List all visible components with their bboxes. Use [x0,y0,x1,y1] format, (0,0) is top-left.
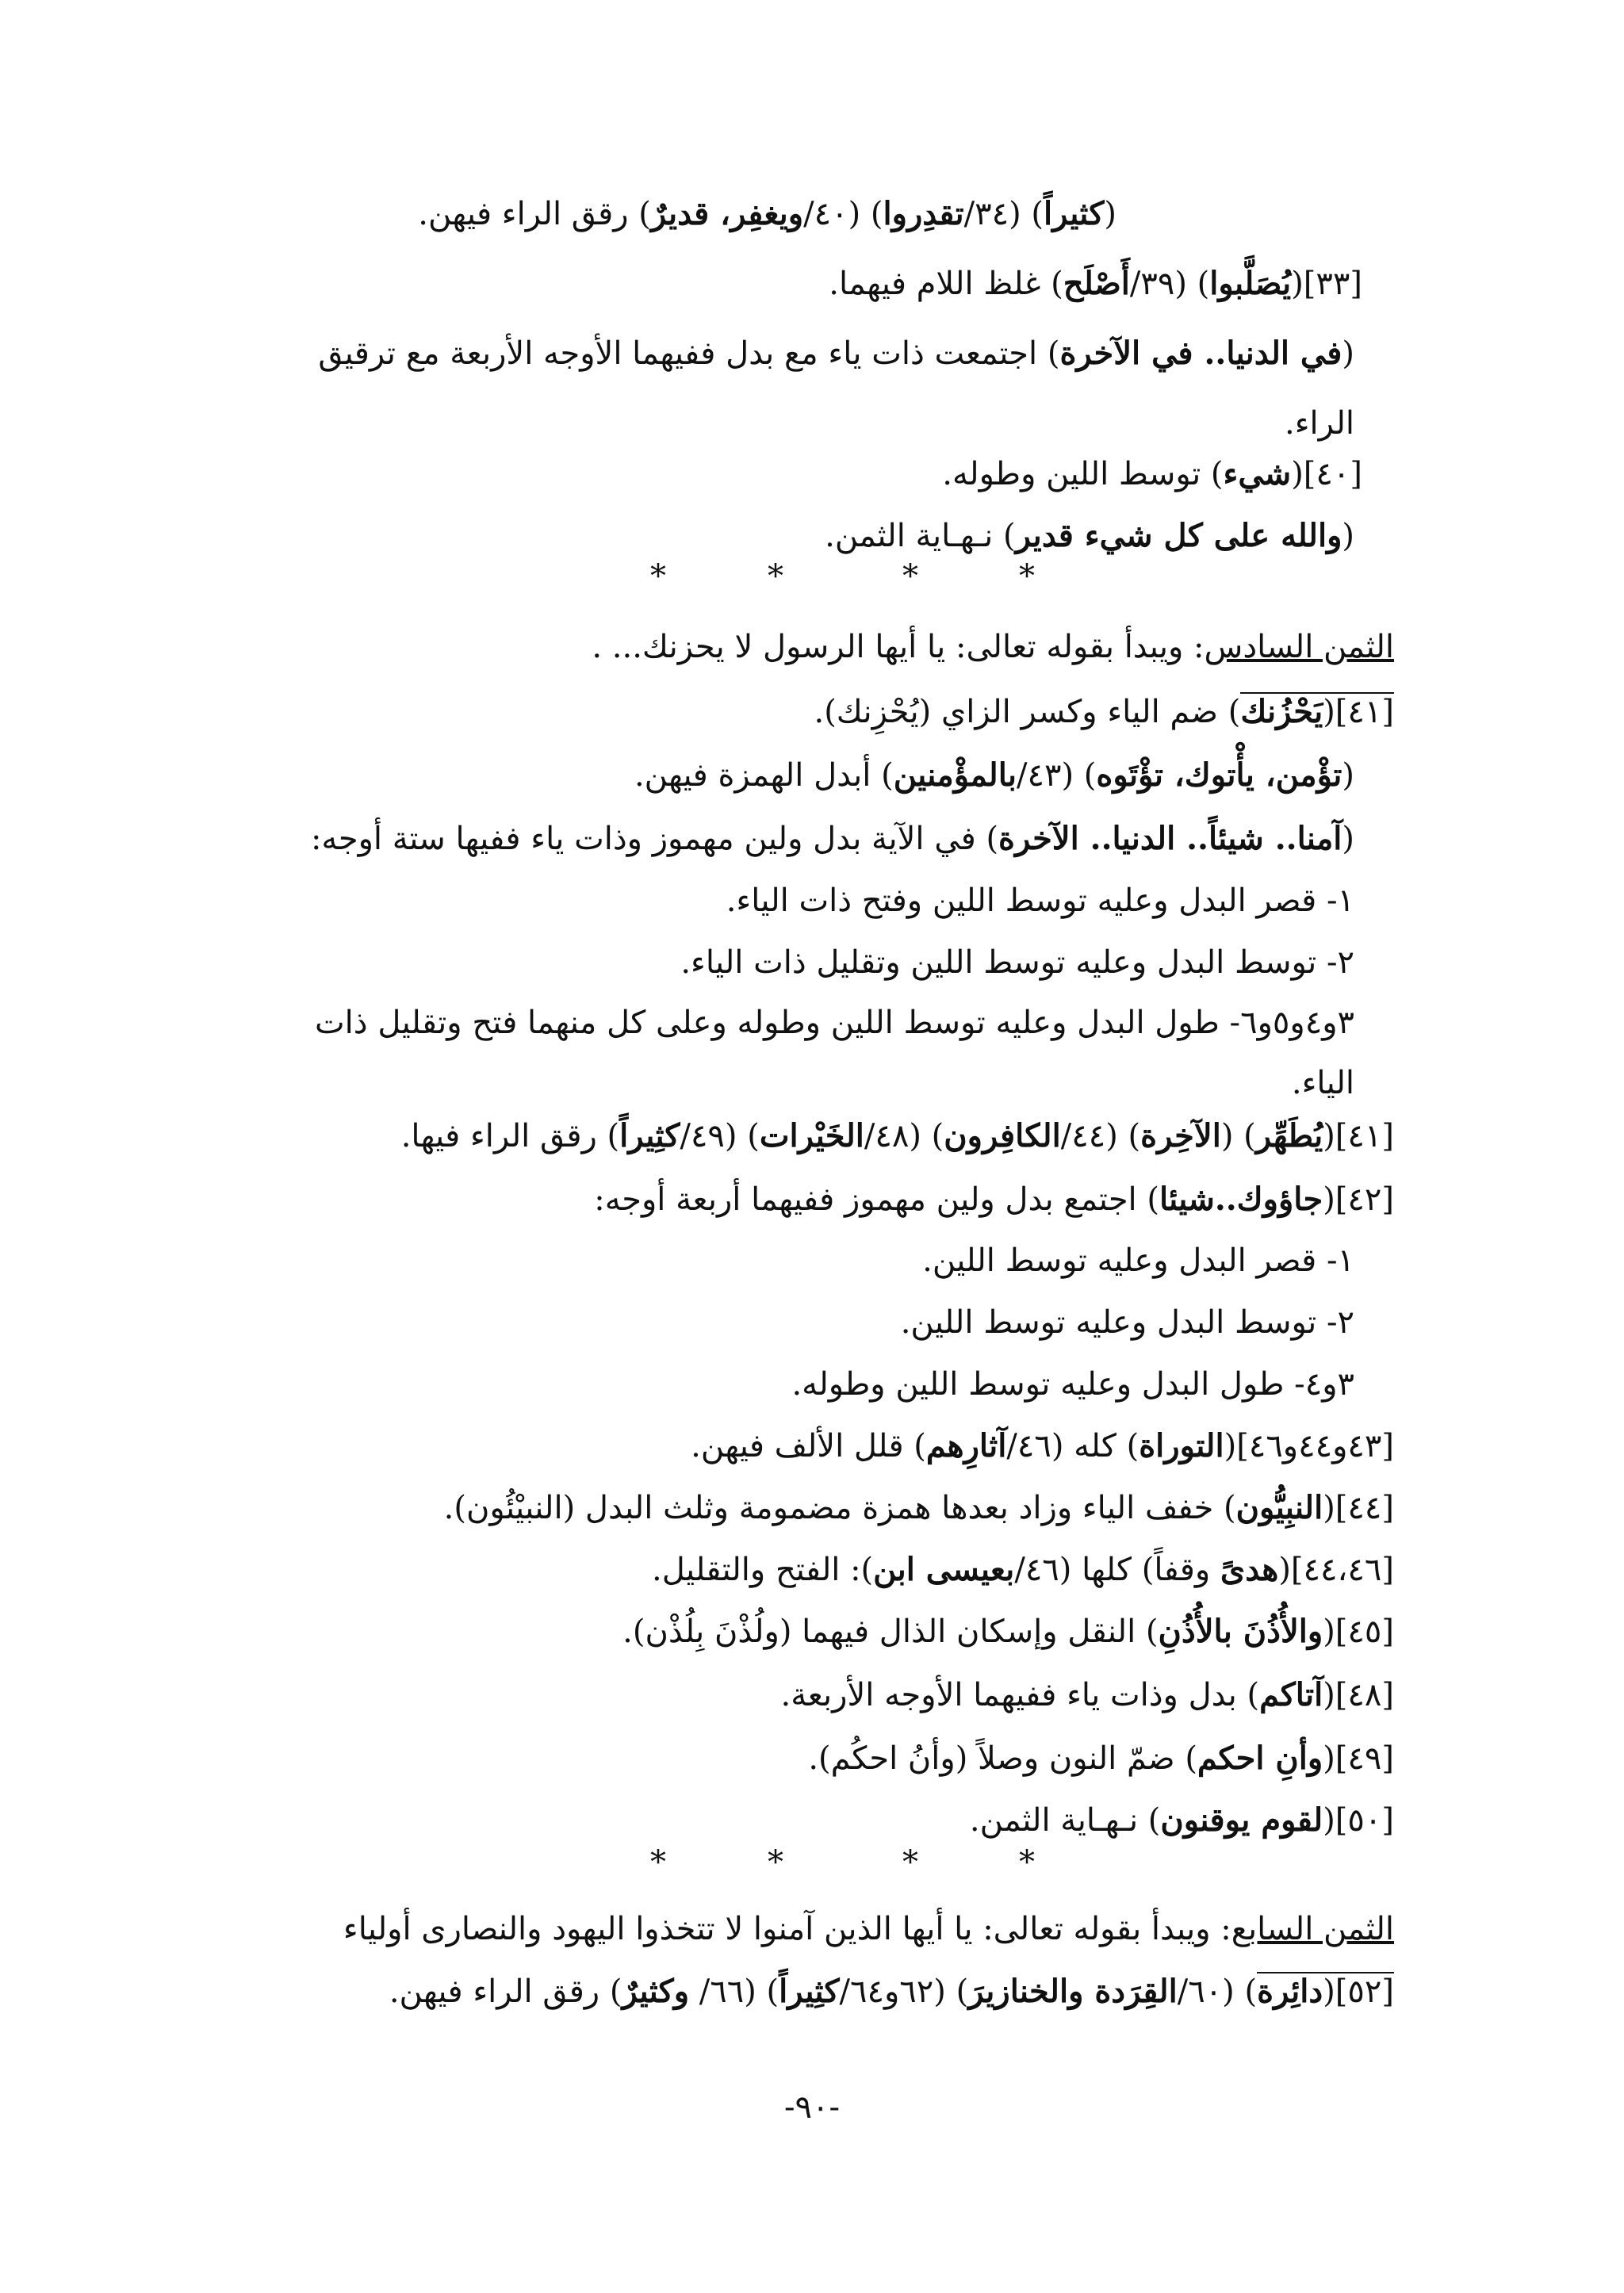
text-line: [٤٣و٤٤و٤٦](التوراة) كله (٤٦/آثارِهم) قلل الألف فيهن. [691,1427,1394,1464]
list-item: ١- قصر البدل وعليه توسط اللين وفتح ذات الياء. [726,882,1354,919]
page-number: -٩٠- [784,2089,840,2126]
list-item: ٣و٤و٥و٦- طول البدل وعليه توسط اللين وطوله وعلى كل منهما فتح وتقليل ذات [315,1005,1354,1041]
text-line: [٤٤](النبِيُّون) خفف الياء وزاد بعدها همزة مضمومة وثلث البدل (النبيْئُون). [443,1489,1394,1526]
separator-star: * [650,1844,666,1881]
list-item: ٢- توسط البدل وعليه توسط اللين. [900,1304,1354,1341]
text-line: [٥٠](لقوم يوقنون) نـهـاية الثمن. [969,1801,1394,1839]
text-line: الياء. [1291,1065,1354,1101]
section-separator [0,557,1624,596]
text-line: [٤٩](وأنِ احكم) ضمّ النون وصلاً (وأنُ احكُم). [808,1740,1394,1777]
separator-star: * [768,558,783,595]
separator-star: * [768,1844,783,1881]
text-line: [٤٨](آتاكم) بدل وذات ياء ففيهما الأوجه الأربعة. [780,1676,1394,1713]
list-item: ٣و٤- طول البدل وعليه توسط اللين وطوله. [791,1366,1354,1403]
text-line: (آمنا.. شيئاً.. الدنيا.. الآخرة) في الآية بدل ولين مهموز وذات ياء ففيها ستة أوجه: [310,820,1354,857]
text-line: [٤٠](شيء) توسط اللين وطوله. [942,455,1362,492]
text-line: [٤١](يَحْزُنك) ضم الياء وكسر الزاي (يُحْزِنك). [814,693,1394,730]
separator-star: * [1019,558,1035,595]
text-line: [٤٤،٤٦](هدىً وقفاً) كلها (٤٦/بعيسى ابن): الفتح والتقليل. [651,1551,1394,1588]
separator-star: * [902,558,918,595]
text-line: الراء. [1284,405,1354,442]
section-heading: الثمن السادس: ويبدأ بقوله تعالى: يا أيها الرسول لا يحزنك... . [592,629,1394,665]
text-line: (والله على كل شيء قدير) نـهـاية الثمن. [825,517,1354,554]
text-line: [٣٣](يُصَلَّبوا) (٣٩/أَصْلَح) غلظ اللام فيهما. [829,265,1362,302]
text-line: [٤٥](والأُذُنَ بالأُذُنِ) النقل وإسكان الذال فيهما (ولُذْنَ بِلُذْن). [622,1613,1394,1650]
section-heading: الثمن السابع: ويبدأ بقوله تعالى: يا أيها الذين آمنوا لا تتخذوا اليهود والنصارى أولياء [343,1911,1394,1947]
text-line: (تؤْمن، يأْتوك، تؤْتَوه) (٤٣/بالمؤْمنين) أبدل الهمزة فيهن. [634,756,1354,794]
list-item: ١- قصر البدل وعليه توسط اللين. [922,1242,1354,1279]
separator-star: * [1019,1844,1035,1881]
list-item: ٢- توسط البدل وعليه توسط اللين وتقليل ذات الياء. [680,944,1354,981]
text-line: [٤١](يُطَهِّر) (الآخِرة) (٤٤/الكافِرون) (٤٨/الخَيْرات) (٤٩/كثِيراً) رقق الراء فيها. [400,1117,1394,1154]
separator-star: * [650,558,666,595]
text-line: [٤٢](جاؤوك..شيئا) اجتمع بدل ولين مهموز ففيهما أربعة أوجه: [594,1181,1394,1218]
text-line: [٥٢](دائِرة) (٦٠/القِرَدة والخنازيرَ) (٦٢و٦٤/كثِيراً) (٦٦/ وكثيرٌ) رقق الراء فيهن. [389,1973,1394,2010]
text-line: (في الدنيا.. في الآخرة) اجتمعت ذات ياء مع بدل ففيهما الأوجه الأربعة مع ترقيق [318,335,1354,372]
text-line: (كثيراً) (٣٤/تقدِروا) (٤٠/ويغفِر، قديرٌ) رقق الراء فيهن. [418,195,1116,232]
section-separator [0,1843,1624,1882]
separator-star: * [902,1844,918,1881]
